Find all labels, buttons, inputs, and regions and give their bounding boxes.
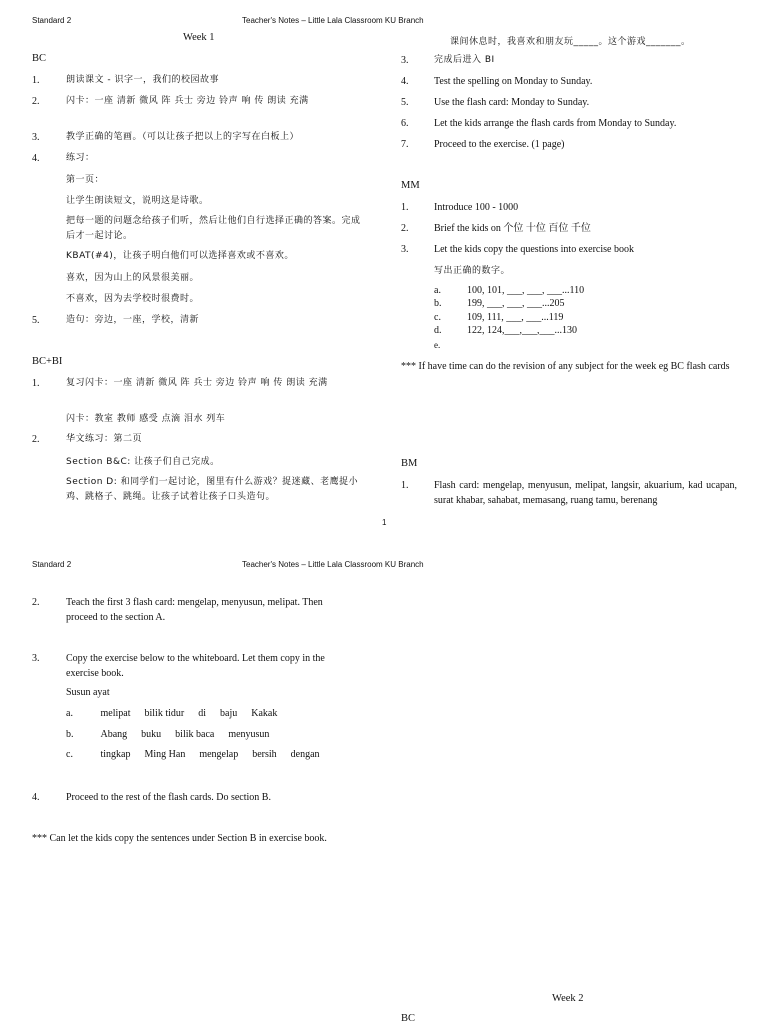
p2-item-2: Teach the first 3 flash card: mengelap, menyusun, melipat. Then proceed to the section A. (66, 597, 323, 623)
bm-item-1: Flash card: mengelap, menyusun, melipat, langsir, akuarium, kad ucapan, surat khabar, sahabat, memasang, ruang tamu, berenang (434, 480, 737, 506)
section-bc-title: BC (32, 53, 47, 64)
bc-item-5: 造句：旁边，一座，学校，清新 (66, 315, 200, 325)
bc-item-4-num: 4. (32, 153, 40, 164)
section-bcbi-title: BC+BI (32, 356, 63, 367)
bc-item-2: 闪卡：一座 清新 微风 阵 兵士 旁边 铃声 响 传 朗读 充满 (66, 96, 309, 106)
bc-item-3: 教学正确的笔画。（可以让孩子把以上的字写在白板上） (66, 132, 300, 142)
bc-sub-1: 第一页： (66, 175, 105, 185)
bcbi-item-1-flashcards: 闪卡：教室 教师 感受 点滴 泪水 列车 (66, 414, 226, 424)
right-item-6: Let the kids arrange the flash cards from Monday to Sunday. (434, 118, 677, 129)
right-item-4: Test the spelling on Monday to Sunday. (434, 76, 593, 87)
bcbi-item-1-num: 1. (32, 378, 40, 389)
page2-week-label: Week 2 (552, 993, 584, 1004)
bc-item-1: 朗读课文 - 识字一，我们的校园故事 (66, 75, 219, 85)
section-mm-title: MM (401, 180, 420, 191)
page2-section-bc-title: BC (401, 1013, 416, 1024)
bc-item-3-num: 3. (32, 132, 40, 143)
right-item-5: Use the flash card: Monday to Sunday. (434, 97, 590, 108)
page2-header-title: Teacher's Notes – Little Lala Classroom KU Branch (242, 560, 424, 569)
right-item-7: Proceed to the exercise. (1 page) (434, 139, 565, 150)
p2-item-4-num: 4. (32, 792, 40, 803)
bcbi-item-2-num: 2. (32, 434, 40, 445)
p2-note: *** Can let the kids copy the sentences under Section B in exercise book. (32, 833, 327, 844)
right-item-7-num: 7. (401, 139, 409, 150)
page1-header-left: Standard 2 (32, 16, 72, 25)
p2-item-4: Proceed to the rest of the flash cards. Do section B. (66, 792, 271, 803)
susun-row-c: c. tingkap Ming Han mengelap bersih dengan (66, 749, 320, 760)
bm-item-1-num: 1. (401, 480, 409, 491)
mm-item-1-num: 1. (401, 202, 409, 213)
bcbi-item-2: 华文练习：第二页 (66, 434, 143, 444)
bc-sub-4: KBAT(#4)，让孩子明白他们可以选择喜欢或不喜欢。 (66, 251, 294, 261)
right-item-3-num: 3. (401, 55, 409, 66)
section-bm-title: BM (401, 458, 418, 469)
bc-item-2-num: 2. (32, 96, 40, 107)
p2-item-3-num: 3. (32, 653, 40, 664)
bcbi-section-d: Section D: 和同学们一起讨论，图里有什么游戏？捉迷藏、老鹰捉小鸡、跳格子、跳绳。让孩子试着让孩子口头造句。 (66, 477, 359, 502)
mm-item-3: Let the kids copy the questions into exercise book (434, 244, 634, 255)
page1-header-title: Teacher's Notes – Little Lala Classroom KU Branch (242, 16, 424, 25)
mm-line-b: b. 199, ___, ___, ___...205 (434, 298, 565, 309)
mm-item-1: Introduce 100 - 1000 (434, 202, 519, 213)
mm-revision-note: *** If have time can do the revision of any subject for the week eg BC flash cards (401, 361, 730, 372)
bc-sub-3: 把每一题的问题念给孩子们听，然后让他们自行选择正确的答案。完成后才一起讨论。 (66, 216, 361, 241)
page-number: 1 (382, 518, 387, 527)
mm-line-e: e. (434, 340, 441, 350)
mm-item-2: Brief the kids on 个位 十位 百位 千位 (434, 223, 591, 234)
bc-item-4: 练习： (66, 153, 95, 163)
top-right-sentence: 课间休息时，我喜欢和朋友玩_____。这个游戏_______。 (450, 37, 691, 47)
page1-week-label: Week 1 (183, 32, 215, 43)
bcbi-item-1: 复习闪卡：一座 清新 微风 阵 兵士 旁边 铃声 响 传 朗读 充满 (66, 378, 328, 388)
bc-sub-5: 喜欢，因为山上的风景很美丽。 (66, 273, 200, 283)
bc-sub-2: 让学生朗读短文，说明这是诗歌。 (66, 196, 209, 206)
mm-item-3-num: 3. (401, 244, 409, 255)
bcbi-section-bc: Section B&C: 让孩子们自己完成。 (66, 457, 220, 467)
right-item-4-num: 4. (401, 76, 409, 87)
right-item-5-num: 5. (401, 97, 409, 108)
mm-line-a: a. 100, 101, ___, ___, ___...110 (434, 285, 585, 296)
p2-item-3: Copy the exercise below to the whiteboard. Let them copy in the exercise book. (66, 653, 325, 679)
right-item-3: 完成后进入 BI (434, 55, 495, 65)
mm-line-d: d. 122, 124,___,___,___...130 (434, 325, 577, 336)
page2-header-left: Standard 2 (32, 560, 72, 569)
mm-line-c: c. 109, 111, ___, ___...119 (434, 312, 564, 323)
mm-item-2-num: 2. (401, 223, 409, 234)
right-item-6-num: 6. (401, 118, 409, 129)
susun-row-b: b. Abang buku bilik baca menyusun (66, 729, 270, 740)
susun-ayat-label: Susun ayat (66, 687, 110, 698)
susun-row-a: a. melipat bilik tidur di baju Kakak (66, 708, 278, 719)
mm-instruction: 写出正确的数字。 (434, 266, 511, 276)
bc-sub-6: 不喜欢，因为去学校时很费时。 (66, 294, 200, 304)
p2-item-2-num: 2. (32, 597, 40, 608)
bc-item-1-num: 1. (32, 75, 40, 86)
bc-item-5-num: 5. (32, 315, 40, 326)
